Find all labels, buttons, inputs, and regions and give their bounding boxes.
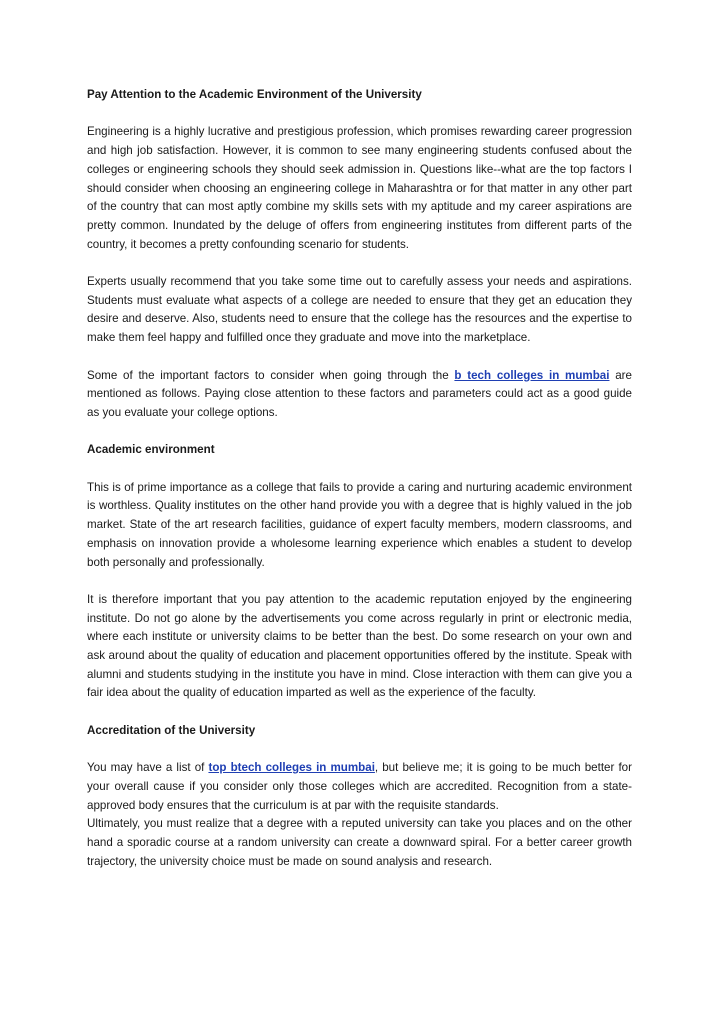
document-page <box>87 86 632 871</box>
factors-text-after: are mentioned as follows. Paying close attention to these factors and parameters could act as a good guide as you evaluate your college options. <box>87 368 632 419</box>
academic-paragraph-1: This is of prime importance as a college that fails to provide a caring and nurturing academic environment is worthless. Quality institutes on the other hand provide you with a degree that is highly valued in the job market. State of the art research facilities, guidance of expert faculty members, modern classrooms, and emphasis on innovation provide a wholesome learning experience which enables a student to develop both personally and professionally. <box>87 480 632 569</box>
intro-paragraph-2: Experts usually recommend that you take some time out to carefully assess your needs and aspirations. Students must evaluate what aspects of a college are needed to ensure that they get an education they desire and deserve. Also, students need to ensure that the college has the resources and the expertise to make them feel happy and fulfilled once they graduate and move into the marketplace. <box>87 275 632 345</box>
academic-environment-heading: Academic environment <box>87 443 215 457</box>
accreditation-text-before: You may have a list of <box>87 761 209 775</box>
factors-paragraph <box>87 367 632 423</box>
accreditation-heading: Accreditation of the University <box>87 723 256 737</box>
b-tech-colleges-link[interactable]: b tech colleges in mumbai <box>454 368 610 382</box>
accreditation-paragraph <box>87 759 632 815</box>
top-btech-colleges-link[interactable]: top btech colleges in mumbai <box>208 761 375 775</box>
closing-paragraph: Ultimately, you must realize that a degree with a reputed university can take you places and on the other hand a sporadic course at a random university can create a downward spiral. For a better career growth trajectory, the university choice must be made on sound analysis and research. <box>87 817 632 868</box>
accreditation-text-after: , but believe me; it is going to be much better for your overall cause if you consider only those colleges which are accredited. Recognition from a state-approved body ensures that the curriculum is at par with the requisite standards. <box>87 761 632 812</box>
document-title: Pay Attention to the Academic Environment of the University <box>87 88 422 101</box>
factors-text-before: Some of the important factors to consider when going through the <box>87 368 455 382</box>
academic-paragraph-2: It is therefore important that you pay attention to the academic reputation enjoyed by the engineering institute. Do not go alone by the advertisements you come across regularly in print or electronic media, where each institute or university claims to be better than the best. Do some research on your own and ask around about the quality of education and placement opportunities offered by the institute. Speak with alumni and students studying in the institute you have in mind. Close interaction with them can give you a fair idea about the quality of education imparted as well as the experience of the faculty. <box>87 592 632 700</box>
intro-paragraph-1: Engineering is a highly lucrative and prestigious profession, which promises rewarding career progression and high job satisfaction. However, it is common to see many engineering students confused about the colleges or engineering schools they should seek admission in. Questions like--what are the top factors I should consider when choosing an engineering college in Maharashtra or for that matter in any other part of the country that can most aptly combine my skills sets with my aptitude and my career aspirations are pretty common. Inundated by the deluge of offers from engineering institutes from different parts of the country, it becomes a pretty confounding scenario for students. <box>87 125 632 251</box>
